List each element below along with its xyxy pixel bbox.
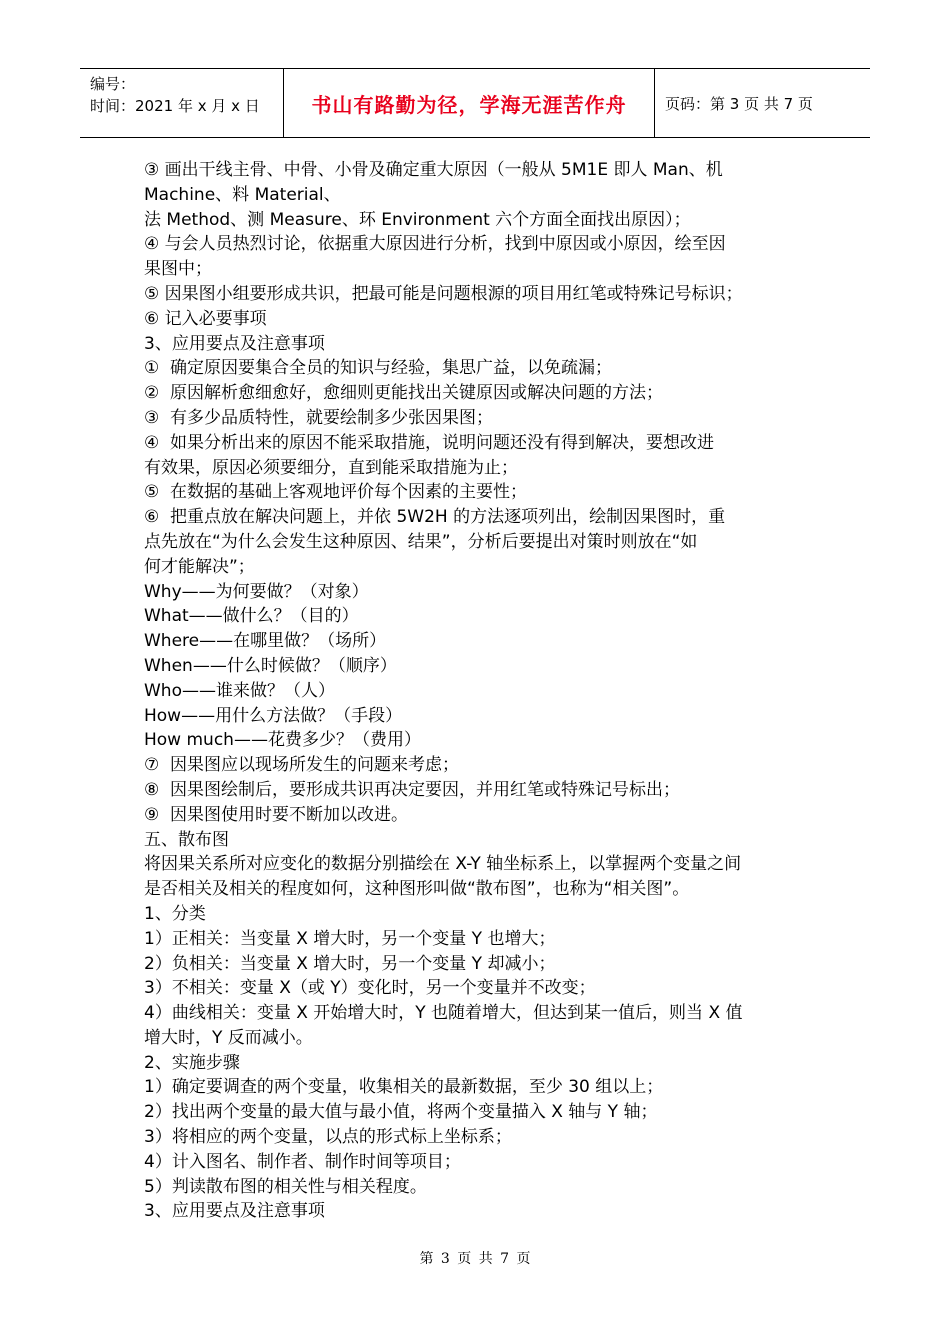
text-line: 有效果，原因必须要细分，直到能采取措施为止； <box>144 457 518 478</box>
text-line: 2）负相关：当变量 X 增大时，另一个变量 Y 却减小； <box>144 953 556 974</box>
document-number-label: 编号： <box>90 75 136 93</box>
text-line: 何才能解决”； <box>144 556 255 577</box>
text-line: ④ 与会人员热烈讨论，依据重大原因进行分析，找到中原因或小原因，绘至因 <box>144 234 726 255</box>
text-line: ⑥ 记入必要事项 <box>144 308 267 329</box>
text-line: How——用什么方法做？（手段） <box>144 705 403 726</box>
text-line: ⑨ 因果图使用时要不断加以改进。 <box>144 804 409 825</box>
text-line: 果图中； <box>144 259 212 280</box>
text-line: When——什么时候做？（顺序） <box>144 655 397 676</box>
text-line: ④ 如果分析出来的原因不能采取措施，说明问题还没有得到解决，要想改进 <box>144 432 715 453</box>
text-line: 增大时，Y 反而减小。 <box>144 1027 313 1048</box>
text-line: ③ 有多少品质特性，就要绘制多少张因果图； <box>144 407 494 428</box>
text-line: 5）判读散布图的相关性与相关程度。 <box>144 1176 427 1197</box>
page-header <box>80 68 870 138</box>
header-page-code: 页码：第 3 页 共 7 页 <box>665 94 813 113</box>
text-line: 1）确定要调查的两个变量，收集相关的最新数据，至少 30 组以上； <box>144 1077 664 1098</box>
document-date: 时间：2021 年 x 月 x 日 <box>90 97 260 115</box>
text-line: 4）计入图名、制作者、制作时间等项目； <box>144 1151 461 1172</box>
text-line: 法 Method、测 Measure、环 Environment 六个方面全面找出原因）； <box>144 209 691 230</box>
text-line: 1、分类 <box>144 903 206 924</box>
text-line: 3、应用要点及注意事项 <box>144 333 325 354</box>
text-line: ② 原因解析愈细愈好，愈细则更能找出关键原因或解决问题的方法； <box>144 383 664 404</box>
text-line: 五、散布图 <box>144 829 229 850</box>
text-line: Where——在哪里做？（场所） <box>144 631 387 652</box>
text-line: ⑦ 因果图应以现场所发生的问题来考虑； <box>144 755 460 776</box>
page-footer: 第 3 页 共 7 页 <box>419 1251 531 1267</box>
header-meta <box>80 69 283 137</box>
text-line: 4）曲线相关：变量 X 开始增大时，Y 也随着增大，但达到某一值后，则当 X 值 <box>144 1003 743 1024</box>
text-line: 2、实施步骤 <box>144 1052 240 1073</box>
header-motto: 书山有路勤为径，学海无涯苦作舟 <box>283 69 655 137</box>
text-line: ③ 画出干线主骨、中骨、小骨及确定重大原因（一般从 5M1E 即人 Man、机 <box>144 160 723 180</box>
text-line: 点先放在“为什么会发生这种原因、结果”，分析后要提出对策时则放在“如 <box>144 531 698 552</box>
text-line: Machine、料 Material、 <box>144 184 341 205</box>
text-line: Who——谁来做？（人） <box>144 680 335 701</box>
text-line: ⑤ 在数据的基础上客观地评价每个因素的主要性； <box>144 482 528 503</box>
text-line: 1）正相关：当变量 X 增大时，另一个变量 Y 也增大； <box>144 928 556 949</box>
text-line: ⑧ 因果图绘制后，要形成共识再决定要因，并用红笔或特殊记号标出； <box>144 779 681 800</box>
text-line: ① 确定原因要集合全员的知识与经验，集思广益，以免疏漏； <box>144 358 613 379</box>
text-line: 3）不相关：变量 X（或 Y）变化时，另一个变量并不改变； <box>144 978 596 999</box>
text-line: 将因果关系所对应变化的数据分别描绘在 X-Y 轴坐标系上，以掌握两个变量之间 <box>144 854 742 875</box>
text-line: How much——花费多少？（费用） <box>144 730 421 751</box>
text-line: 3）将相应的两个变量，以点的形式标上坐标系； <box>144 1127 512 1148</box>
text-line: 3、应用要点及注意事项 <box>144 1201 325 1222</box>
text-line: 2）找出两个变量的最大值与最小值，将两个变量描入 X 轴与 Y 轴； <box>144 1102 658 1123</box>
document-body <box>144 158 809 1224</box>
text-line: 是否相关及相关的程度如何，这种图形叫做“散布图”，也称为“相关图”。 <box>144 879 690 900</box>
text-line: ⑥ 把重点放在解决问题上，并依 5W2H 的方法逐项列出，绘制因果图时，重 <box>144 507 726 528</box>
text-line: ⑤ 因果图小组要形成共识，把最可能是问题根源的项目用红笔或特殊记号标识； <box>144 283 743 304</box>
text-line: Why——为何要做？（对象） <box>144 581 369 602</box>
text-line: What——做什么？（目的） <box>144 606 359 627</box>
